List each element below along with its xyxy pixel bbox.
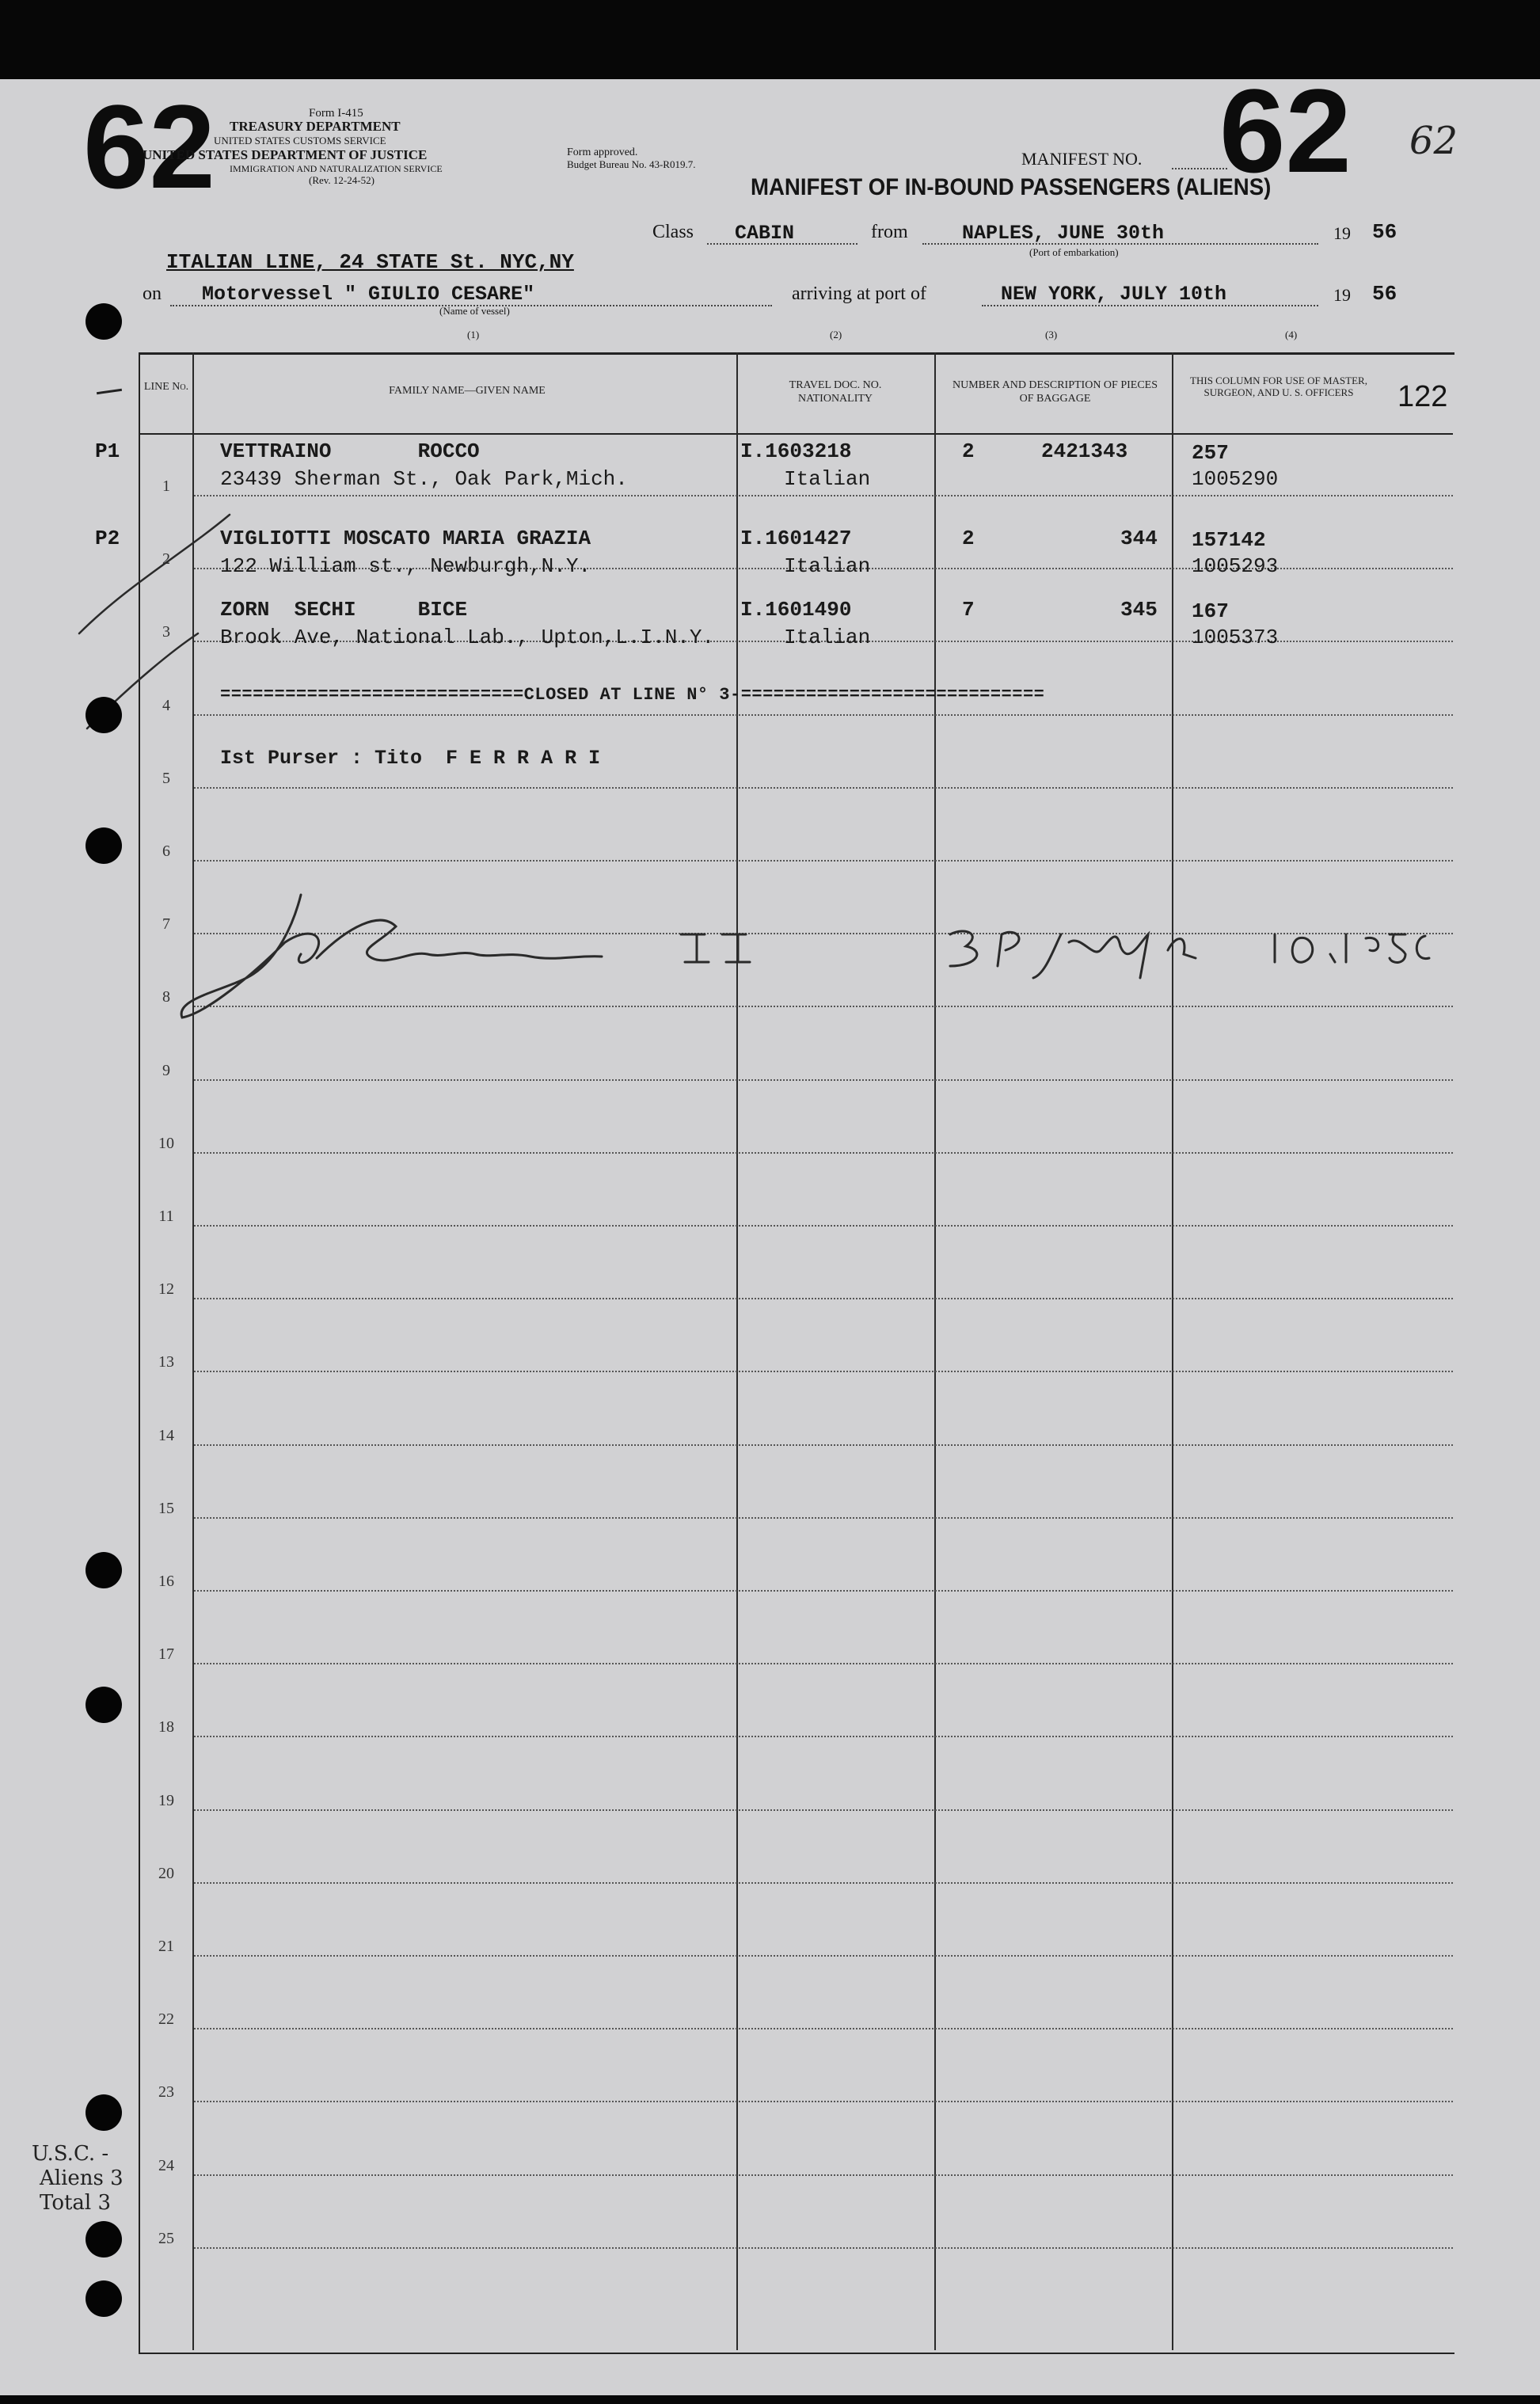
table-row-line: [194, 1517, 1453, 1519]
header-baggage: NUMBER AND DESCRIPTION OF PIECES OF BAGGAGE: [952, 379, 1158, 405]
budget-bureau: Budget Bureau No. 43-R019.7.: [567, 158, 696, 170]
totals-usc: U.S.C. -: [32, 2142, 109, 2166]
p1-officer-b: 1005290: [1192, 467, 1279, 491]
right-handwritten-number: 62: [1409, 119, 1458, 163]
row-number: 17: [158, 1645, 174, 1663]
table-row-line: [194, 787, 1453, 789]
binder-hole: [86, 303, 122, 340]
p2-officer-a: 157142: [1192, 528, 1266, 552]
p3-address: Brook Ave, National Lab., Upton,L.I.N.Y.: [220, 626, 715, 649]
closed-at-line: ============================CLOSED AT LINE N° 3-============================: [220, 685, 1045, 705]
table-row-line: [194, 2174, 1453, 2176]
row-number: 15: [158, 1500, 174, 1517]
left-stamp-number: 62: [83, 80, 215, 213]
table-row-line: [194, 495, 1453, 496]
class-label: Class: [652, 222, 694, 242]
table-row-line: [194, 1590, 1453, 1592]
p2-address: 122 William st., Newburgh,N.Y.: [220, 554, 591, 578]
totals-aliens: Aliens 3: [40, 2166, 124, 2190]
row-number: 21: [158, 1938, 174, 1955]
table-row-line: [194, 2028, 1453, 2029]
totals-total: Total 3: [40, 2191, 112, 2215]
table-frame: [139, 352, 1454, 2354]
p2-name: VIGLIOTTI MOSCATO MARIA GRAZIA: [220, 527, 591, 550]
p1-pieces: 2: [962, 439, 975, 463]
table-row-line: [194, 1663, 1453, 1664]
form-number: Form I-415: [309, 107, 363, 120]
customs-service: UNITED STATES CUSTOMS SERVICE: [214, 135, 386, 146]
table-row-line: [194, 1152, 1453, 1154]
table-row-line: [194, 860, 1453, 862]
p3-name: ZORN SECHI BICE: [220, 598, 468, 622]
row-number: 11: [158, 1208, 174, 1225]
manifest-no-line: [1172, 168, 1227, 169]
table-row-line: [194, 1225, 1453, 1227]
table-row-line: [194, 1882, 1453, 1884]
row-number: 1: [162, 477, 170, 495]
row-number: 23: [158, 2083, 174, 2101]
year-value: 56: [1372, 220, 1397, 244]
binder-hole: [86, 1687, 122, 1723]
on-label: on: [143, 283, 162, 304]
p1-nationality: Italian: [784, 467, 871, 491]
vessel-name: Motorvessel " GIULIO CESARE": [202, 283, 535, 306]
arriving-label: arriving at port of: [792, 283, 926, 304]
p1-name: VETTRAINO ROCCO: [220, 439, 480, 463]
row-number: 24: [158, 2157, 174, 2174]
header-line-no: LINE No.: [143, 381, 189, 393]
row-number: 9: [162, 1062, 170, 1079]
right-stamp-number: 62: [1219, 64, 1352, 197]
purser-line: Ist Purser : Tito F E R R A R I: [220, 747, 601, 770]
row-number: 2: [162, 550, 170, 568]
p1-doc: I.1603218: [740, 439, 852, 463]
row-number: 25: [158, 2230, 174, 2247]
binder-hole: [86, 1552, 122, 1588]
p2-doc: I.1601427: [740, 527, 852, 550]
p1-address: 23439 Sherman St., Oak Park,Mich.: [220, 467, 628, 491]
table-row-line: [194, 1955, 1453, 1957]
binder-hole: [86, 827, 122, 864]
p1-officer-a: 257: [1192, 441, 1229, 465]
row-number: 14: [158, 1427, 174, 1444]
row-number: 18: [158, 1718, 174, 1736]
table-row-line: [194, 1809, 1453, 1811]
table-row-line: [194, 1444, 1453, 1446]
row-number: 3: [162, 623, 170, 641]
year-prefix: 19: [1333, 223, 1351, 243]
manifest-title: MANIFEST OF IN-BOUND PASSENGERS (ALIENS): [751, 174, 1272, 200]
p2-baggage: 344: [1120, 527, 1158, 550]
p1-baggage: 2421343: [1041, 439, 1128, 463]
row-number: 7: [162, 915, 170, 933]
col-divider-2: [736, 352, 738, 2350]
ins-service: IMMIGRATION AND NATURALIZATION SERVICE: [230, 163, 443, 174]
p1-note: P1: [95, 439, 120, 463]
from-label: from: [871, 222, 908, 242]
year2-value: 56: [1372, 282, 1397, 306]
header-doc: TRAVEL DOC. NO. NATIONALITY: [789, 379, 882, 405]
class-value: CABIN: [735, 222, 795, 245]
row-number: 4: [162, 697, 170, 714]
row-number: 13: [158, 1353, 174, 1371]
col2-number: (2): [830, 329, 842, 340]
manifest-sheet: [0, 64, 1540, 2395]
row-number: 22: [158, 2010, 174, 2028]
p2-pieces: 2: [962, 527, 975, 550]
col-divider-4: [1172, 352, 1173, 2350]
treasury-dept: TREASURY DEPARTMENT: [230, 119, 401, 134]
row-number: 19: [158, 1792, 174, 1809]
dash-note: [97, 389, 122, 394]
p3-doc: I.1601490: [740, 598, 852, 622]
p3-nationality: Italian: [784, 626, 871, 649]
from-value: NAPLES, JUNE 30th: [962, 222, 1165, 245]
table-row-line: [194, 1736, 1453, 1737]
p3-pieces: 7: [962, 598, 975, 622]
binder-hole: [86, 2280, 122, 2317]
p3-officer-a: 167: [1192, 599, 1229, 623]
table-row-line: [194, 2101, 1453, 2102]
arriving-value: NEW YORK, JULY 10th: [1001, 283, 1227, 306]
count-note: 122: [1397, 380, 1448, 413]
table-header-rule: [139, 433, 1453, 435]
header-officers: THIS COLUMN FOR USE OF MASTER, SURGEON, AND U. S. OFFICERS: [1190, 375, 1367, 398]
officer-signature: [158, 879, 1457, 1037]
binder-hole: [86, 697, 122, 733]
form-approved: Form approved.: [567, 146, 638, 158]
justice-dept: UNITED STATES DEPARTMENT OF JUSTICE: [143, 147, 428, 162]
col3-number: (3): [1045, 329, 1058, 340]
revision-date: (Rev. 12-24-52): [309, 174, 375, 186]
table-row-line: [194, 1298, 1453, 1299]
row-number: 20: [158, 1865, 174, 1882]
manifest-no-label: MANIFEST NO.: [1021, 149, 1143, 169]
year2-prefix: 19: [1333, 285, 1351, 305]
col1-number: (1): [467, 329, 480, 340]
col-divider-3: [934, 352, 936, 2350]
port-embark-caption: (Port of embarkation): [1029, 246, 1119, 258]
line-company: ITALIAN LINE, 24 STATE St. NYC,NY: [166, 250, 574, 274]
binder-hole: [86, 2221, 122, 2258]
row-number: 12: [158, 1280, 174, 1298]
table-row-line: [194, 2247, 1453, 2249]
row-number: 16: [158, 1573, 174, 1590]
row-number: 5: [162, 770, 170, 787]
col4-number: (4): [1285, 329, 1298, 340]
p3-baggage: 345: [1120, 598, 1158, 622]
row-number: 8: [162, 988, 170, 1006]
p2-note: P2: [95, 527, 120, 550]
row-number: 6: [162, 843, 170, 860]
table-row-line: [194, 714, 1453, 716]
table-row-line: [194, 1371, 1453, 1372]
vessel-caption: (Name of vessel): [439, 305, 510, 317]
header-name: FAMILY NAME—GIVEN NAME: [389, 385, 546, 397]
binder-hole: [86, 2094, 122, 2131]
row-number: 10: [158, 1135, 174, 1152]
table-row-line: [194, 1079, 1453, 1081]
p2-nationality: Italian: [784, 554, 871, 578]
p3-officer-b: 1005373: [1192, 626, 1279, 649]
p2-officer-b: 1005293: [1192, 554, 1279, 578]
